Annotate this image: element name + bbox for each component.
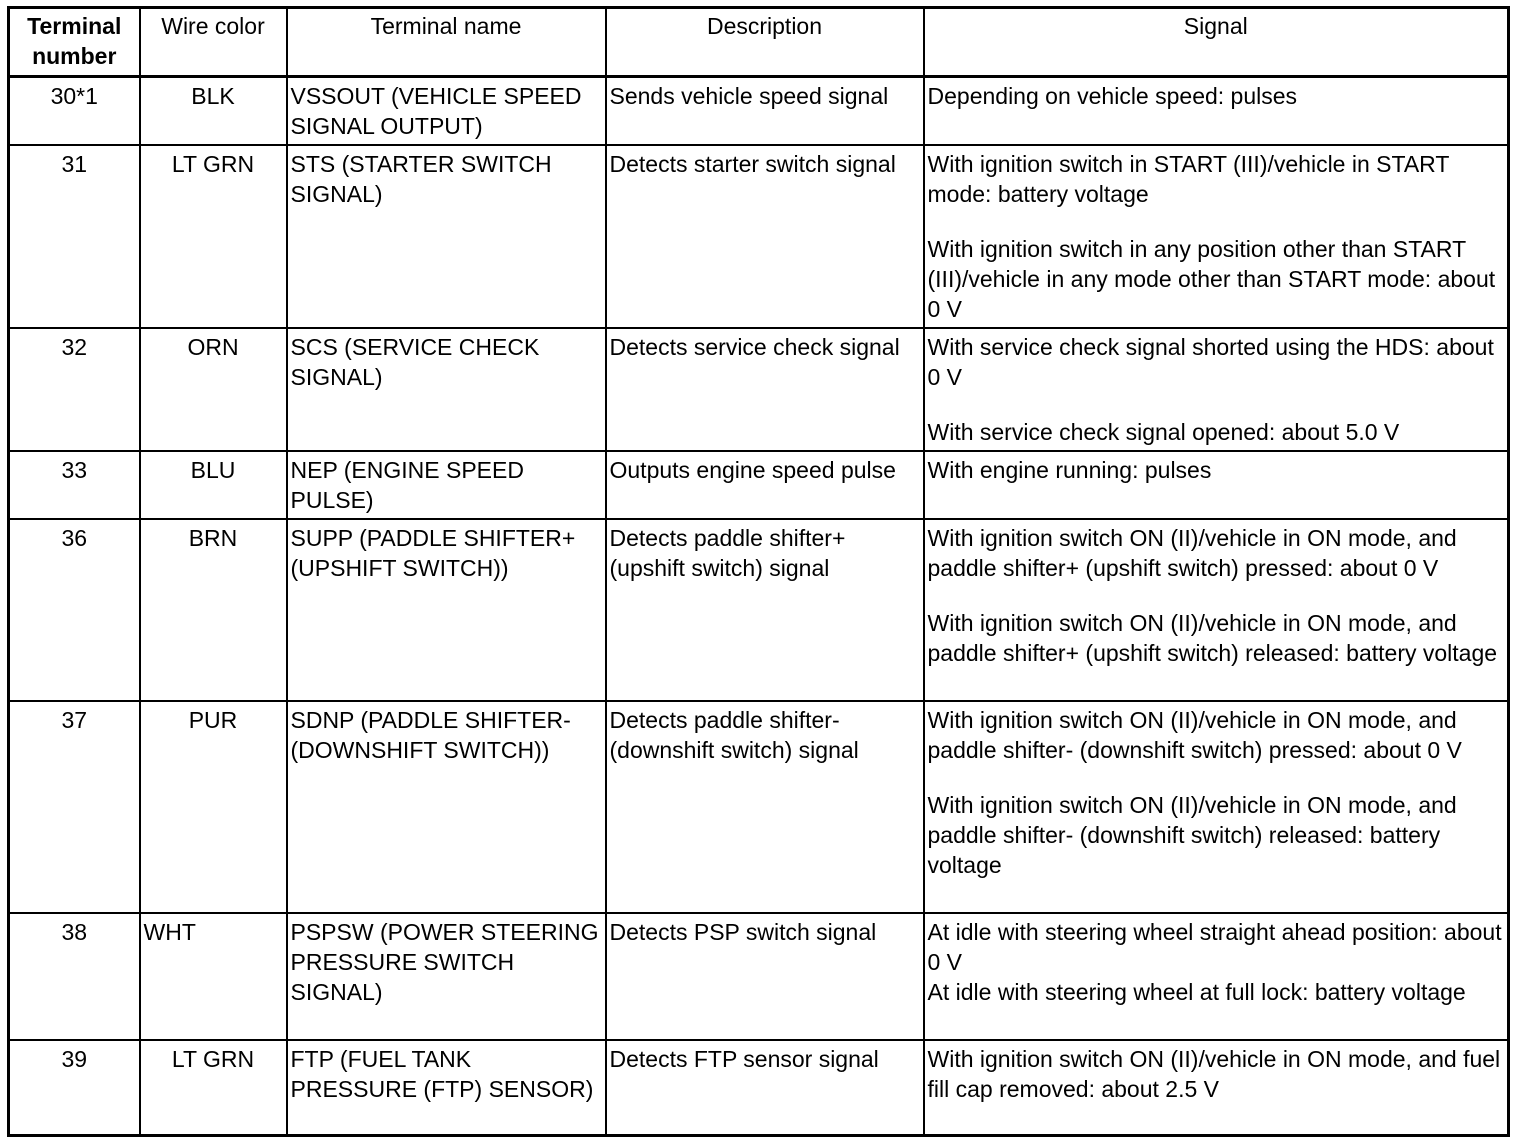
cell-terminal-number: 39 (9, 1040, 140, 1135)
cell-terminal-number: 36 (9, 519, 140, 701)
cell-terminal-number: 32 (9, 328, 140, 451)
cell-terminal-name: SCS (SERVICE CHECK SIGNAL) (287, 328, 606, 451)
signal-line: With ignition switch in START (III)/vehicle in START mode: battery voltage (927, 151, 1449, 207)
table-row (9, 145, 1509, 328)
cell-terminal-number: 37 (9, 701, 140, 913)
cell-terminal-name: PSPSW (POWER STEERING PRESSURE SWITCH SIGNAL) (287, 913, 606, 1040)
cell-wire-color: ORN (140, 328, 287, 451)
signal-line: With ignition switch ON (II)/vehicle in ON mode, and paddle shifter+ (upshift switch) released: battery voltage (927, 610, 1498, 666)
cell-terminal-number: 33 (9, 451, 140, 519)
signal-line: Depending on vehicle speed: pulses (927, 83, 1298, 109)
cell-description: Sends vehicle speed signal (606, 77, 924, 146)
cell-signal (924, 1040, 1509, 1135)
cell-signal (924, 519, 1509, 701)
header-description: Description (606, 8, 924, 77)
cell-description: Detects service check signal (606, 328, 924, 451)
cell-description: Detects paddle shifter+ (upshift switch) signal (606, 519, 924, 701)
cell-wire-color: BLU (140, 451, 287, 519)
signal-line: With ignition switch ON (II)/vehicle in ON mode, and paddle shifter- (downshift switch) pressed: about 0 V (927, 707, 1462, 763)
cell-description: Detects paddle shifter- (downshift switch) signal (606, 701, 924, 913)
terminal-table (7, 6, 1510, 1137)
cell-description: Detects starter switch signal (606, 145, 924, 328)
signal-line: With ignition switch ON (II)/vehicle in ON mode, and fuel fill cap removed: about 2.5 V (927, 1046, 1501, 1102)
cell-wire-color: WHT (140, 913, 287, 1040)
cell-description: Detects PSP switch signal (606, 913, 924, 1040)
signal-line: With engine running: pulses (927, 457, 1212, 483)
cell-wire-color: LT GRN (140, 1040, 287, 1135)
cell-terminal-name: FTP (FUEL TANK PRESSURE (FTP) SENSOR) (287, 1040, 606, 1135)
header-signal: Signal (924, 8, 1509, 77)
header-terminal-number: Terminal number (9, 8, 140, 77)
signal-line: With ignition switch in any position other than START (III)/vehicle in any mode other than START mode: about 0 V (927, 236, 1496, 322)
cell-terminal-number: 38 (9, 913, 140, 1040)
header-wire-color: Wire color (140, 8, 287, 77)
cell-signal (924, 451, 1509, 519)
cell-terminal-name: SUPP (PADDLE SHIFTER+ (UPSHIFT SWITCH)) (287, 519, 606, 701)
cell-terminal-name: STS (STARTER SWITCH SIGNAL) (287, 145, 606, 328)
cell-signal (924, 77, 1509, 146)
table-row (9, 77, 1509, 146)
signal-line: With service check signal opened: about 5.0 V (927, 419, 1400, 445)
cell-terminal-number: 31 (9, 145, 140, 328)
cell-signal (924, 328, 1509, 451)
signal-line: With service check signal shorted using the HDS: about 0 V (927, 334, 1494, 390)
table-row (9, 328, 1509, 451)
header-row (9, 8, 1509, 77)
cell-wire-color: LT GRN (140, 145, 287, 328)
table-row (9, 701, 1509, 913)
cell-terminal-name: SDNP (PADDLE SHIFTER- (DOWNSHIFT SWITCH)) (287, 701, 606, 913)
cell-wire-color: BLK (140, 77, 287, 146)
signal-line: With ignition switch ON (II)/vehicle in ON mode, and paddle shifter- (downshift switch) released: battery voltage (927, 792, 1457, 878)
cell-terminal-name: VSSOUT (VEHICLE SPEED SIGNAL OUTPUT) (287, 77, 606, 146)
table-row (9, 519, 1509, 701)
signal-line: With ignition switch ON (II)/vehicle in ON mode, and paddle shifter+ (upshift switch) pressed: about 0 V (927, 525, 1457, 581)
cell-signal (924, 913, 1509, 1040)
table-row (9, 1040, 1509, 1135)
table-row (9, 451, 1509, 519)
cell-terminal-name: NEP (ENGINE SPEED PULSE) (287, 451, 606, 519)
signal-line: At idle with steering wheel straight ahead position: about 0 V (927, 919, 1502, 975)
header-terminal-name: Terminal name (287, 8, 606, 77)
cell-signal (924, 145, 1509, 328)
cell-wire-color: PUR (140, 701, 287, 913)
cell-signal (924, 701, 1509, 913)
cell-terminal-number: 30*1 (9, 77, 140, 146)
cell-wire-color: BRN (140, 519, 287, 701)
table-row (9, 913, 1509, 1040)
cell-description: Outputs engine speed pulse (606, 451, 924, 519)
cell-description: Detects FTP sensor signal (606, 1040, 924, 1135)
signal-line: At idle with steering wheel at full lock: battery voltage (927, 979, 1466, 1005)
